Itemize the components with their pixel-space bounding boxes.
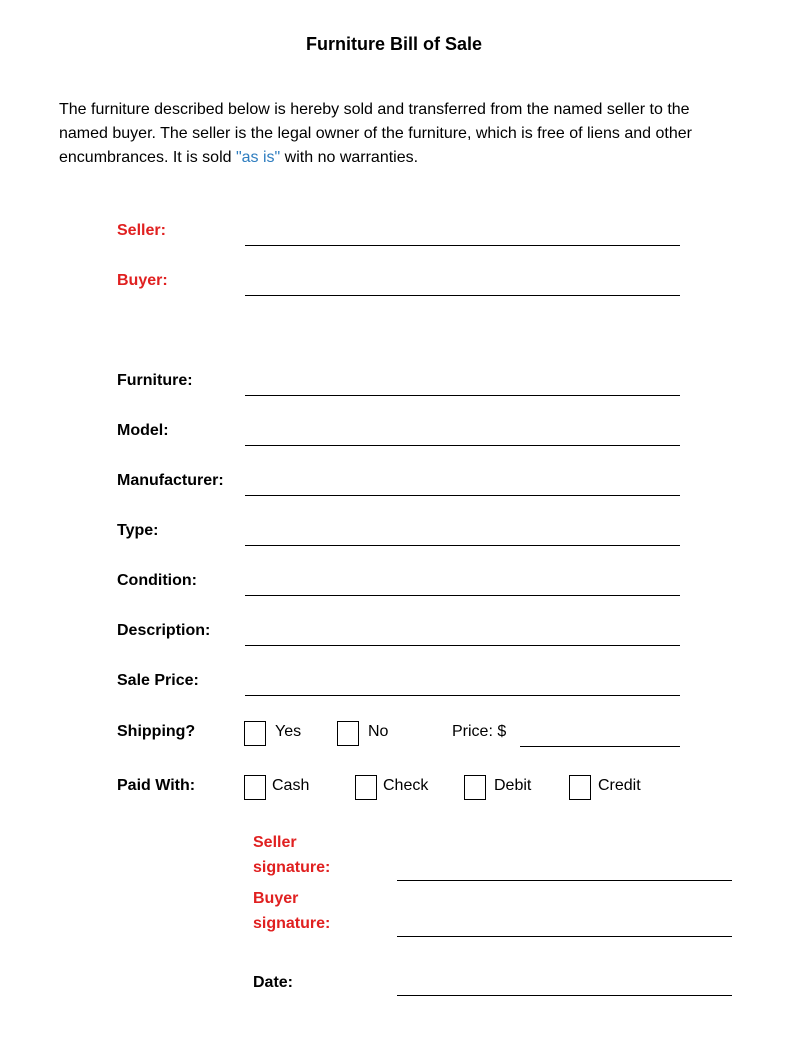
seller-label: Seller:	[117, 222, 166, 239]
shipping-no-checkbox[interactable]	[337, 721, 359, 746]
manufacturer-label: Manufacturer:	[117, 472, 224, 489]
date-label: Date:	[253, 974, 294, 991]
model-field[interactable]	[245, 445, 680, 446]
furniture-label: Furniture:	[117, 372, 193, 389]
credit-label: Credit	[598, 777, 641, 794]
seller-signature-label-line2: signature:	[253, 859, 331, 876]
shipping-label: Shipping?	[117, 723, 196, 740]
seller-signature-field[interactable]	[397, 880, 732, 881]
furniture-field[interactable]	[245, 395, 680, 396]
condition-field[interactable]	[245, 595, 680, 596]
cash-label: Cash	[272, 777, 310, 794]
buyer-signature-label-line1: Buyer	[253, 890, 299, 907]
description-label: Description:	[117, 622, 211, 639]
debit-checkbox[interactable]	[464, 775, 486, 800]
condition-label: Condition:	[117, 572, 197, 589]
paid-with-label: Paid With:	[117, 777, 196, 794]
intro-text: The furniture described below is hereby sold and transferred from the named seller to the named buyer. The seller is the legal owner of the furniture, which is free of liens and other encumbrances. It is sold	[59, 101, 692, 166]
type-label: Type:	[117, 522, 159, 539]
seller-field[interactable]	[245, 245, 680, 246]
document-title: Furniture Bill of Sale	[305, 34, 483, 54]
sale-price-field[interactable]	[245, 695, 680, 696]
shipping-no-label: No	[368, 723, 389, 740]
seller-signature-label	[253, 830, 330, 880]
date-field[interactable]	[397, 995, 732, 996]
buyer-signature-field[interactable]	[397, 936, 732, 937]
shipping-price-field[interactable]	[520, 746, 680, 747]
intro-paragraph	[59, 98, 739, 170]
shipping-price-label: Price: $	[452, 723, 507, 740]
buyer-label: Buyer:	[117, 272, 168, 289]
buyer-signature-label	[253, 886, 330, 936]
credit-checkbox[interactable]	[569, 775, 591, 800]
buyer-signature-label-line2: signature:	[253, 915, 331, 932]
shipping-yes-checkbox[interactable]	[244, 721, 266, 746]
sale-price-label: Sale Price:	[117, 672, 199, 689]
shipping-yes-label: Yes	[275, 723, 302, 740]
intro-text-end: with no warranties.	[280, 149, 419, 166]
seller-signature-label-line1: Seller	[253, 834, 297, 851]
description-field[interactable]	[245, 645, 680, 646]
as-is-highlight: "as is"	[235, 149, 281, 166]
debit-label: Debit	[494, 777, 532, 794]
check-label: Check	[383, 777, 429, 794]
type-field[interactable]	[245, 545, 680, 546]
manufacturer-field[interactable]	[245, 495, 680, 496]
buyer-field[interactable]	[245, 295, 680, 296]
model-label: Model:	[117, 422, 169, 439]
check-checkbox[interactable]	[355, 775, 377, 800]
cash-checkbox[interactable]	[244, 775, 266, 800]
